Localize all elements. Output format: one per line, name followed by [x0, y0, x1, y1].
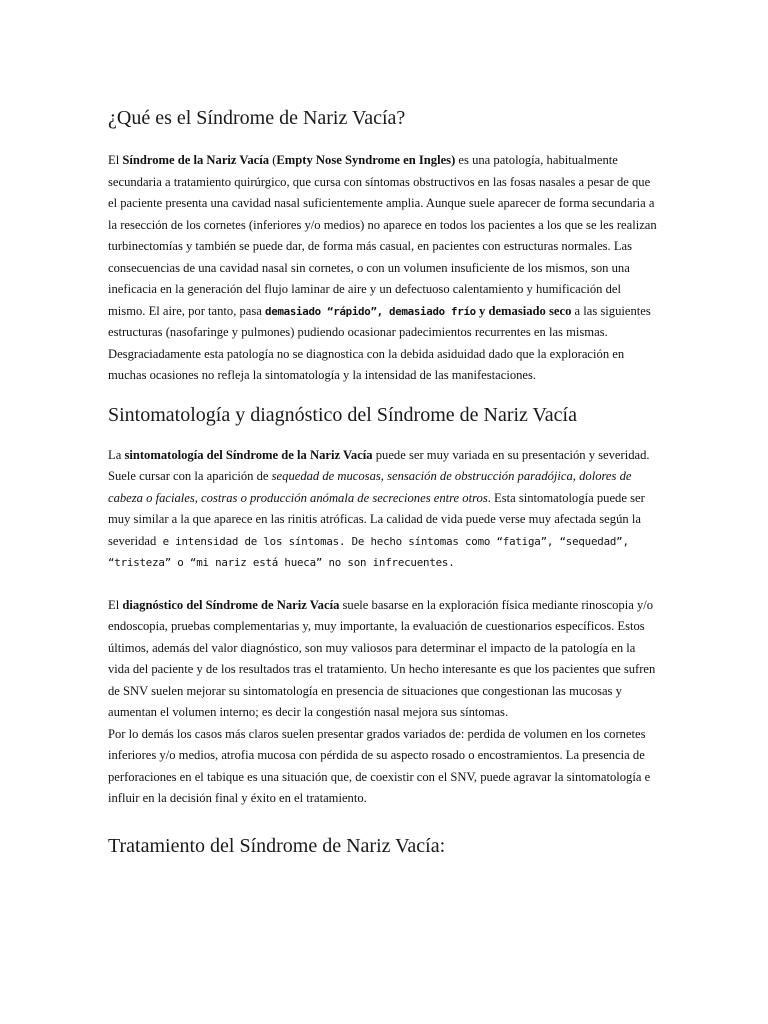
document-page: [108, 104, 660, 860]
mono-text-run: e intensidad de los síntomas. De hecho síntomas como “fatiga”, “sequedad”, “tristeza” o “mi nariz está hueca” no son infrecuentes.: [108, 534, 629, 569]
bold-term-ens: Síndrome de la Nariz Vacía: [122, 153, 270, 167]
paragraph-symptoms: [108, 445, 660, 574]
text-run: suele basarse en la exploración física mediante rinoscopia y/o endoscopia, pruebas complementarias y, muy importante, la evaluación de cuestionarios específicos. Estos últimos, además del valor diagnóstico, son muy valiosos para determinar el impacto de la patología en la vida del paciente y de los resultados tras el tratamiento. Un hecho interesante es que los pacientes que sufren de SNV suelen mejorar su sintomatología en presencia de situaciones que congestionan las mucosas y aumentan el volumen interno; es decir la congestión nasal mejora sus síntomas.: [108, 597, 656, 719]
text-run: El: [108, 153, 123, 167]
text-run: (: [269, 153, 277, 167]
bold-term-diagnosis: diagnóstico del Síndrome de Nariz Vacía: [122, 597, 340, 612]
text-run: a las siguientes estructuras (nasofaringe y pulmones) pudiendo ocasionar padecimientos recurrentes en las mismas. Desgraciadamente esta patología no se diagnostica con la debida asiduidad dado que la exploración en muchas ocasiones no refleja la sintomatología y la intensidad de las manifestaciones.: [108, 303, 651, 382]
bold-air-dry: y demasiado seco: [479, 303, 572, 318]
heading-treatment: Tratamiento del Síndrome de Nariz Vacía:: [108, 834, 446, 857]
italic-symptom-list: sequedad de mucosas, sensación de obstrucción paradójica, dolores de cabeza o faciales, costras o producción anómala de secreciones entre otros: [108, 469, 632, 505]
bold-term-symptoms: sintomatología del Síndrome de la Nariz Vacía: [124, 447, 373, 462]
text-run: es una patología, habitualmente secundaria a tratamiento quirúrgico, que cursa con síntomas obstructivos en las fosas nasales a pesar de que el paciente presenta una cavidad nasal suficientemente amplia. Aunque suele aparecer de forma secundaria a la resección de los cornetes (inferiores y/o medios) no aparece en todos los pacientes a los que se les realizan turbinectomías y también se puede dar, de forma más casual, en pacientes con estructuras normales. Las consecuencias de una cavidad nasal sin cornetes, o con un volumen insuficiente de los mismos, son una ineficacia en la generación del flujo laminar de aire y un defectuoso calentamiento y humificación del mismo. El aire, por tanto, pasa: [108, 153, 657, 318]
text-run: . Esta sintomatología puede ser muy similar a la que aparece en las rinitis atróficas. La calidad de vida puede verse muy afectada según la severidad: [108, 490, 645, 548]
heading-symptoms-diagnosis: Sintomatología y diagnóstico del Síndrome de Nariz Vacía: [108, 403, 577, 426]
bold-air-fast-cold: demasiado “rápido”, demasiado frío: [265, 304, 476, 318]
text-run: El: [108, 597, 123, 612]
heading-what-is-ens: ¿Qué es el Síndrome de Nariz Vacía?: [108, 107, 406, 129]
paragraph-what-is-ens: [108, 150, 660, 387]
text-run: La: [108, 447, 125, 462]
text-run: puede ser muy variada en su presentación y severidad. Suele cursar con la aparición de: [108, 447, 650, 483]
paragraph-other-cases: Por lo demás los casos más claros suelen presentar grados variados de: perdida de volumen en los cornetes inferiores y/o medios, atrofia mucosa con pérdida de su aspecto rosado o encostramientos. La presencia de perforaciones en el tabique es una situación que, de coexistir con el SNV, puede agravar la sintomatología e influir en la decisión final y éxito en el tratamiento.: [108, 726, 651, 805]
bold-term-english: Empty Nose Syndrome en Ingles): [276, 153, 456, 167]
paragraph-diagnosis: [108, 595, 660, 724]
